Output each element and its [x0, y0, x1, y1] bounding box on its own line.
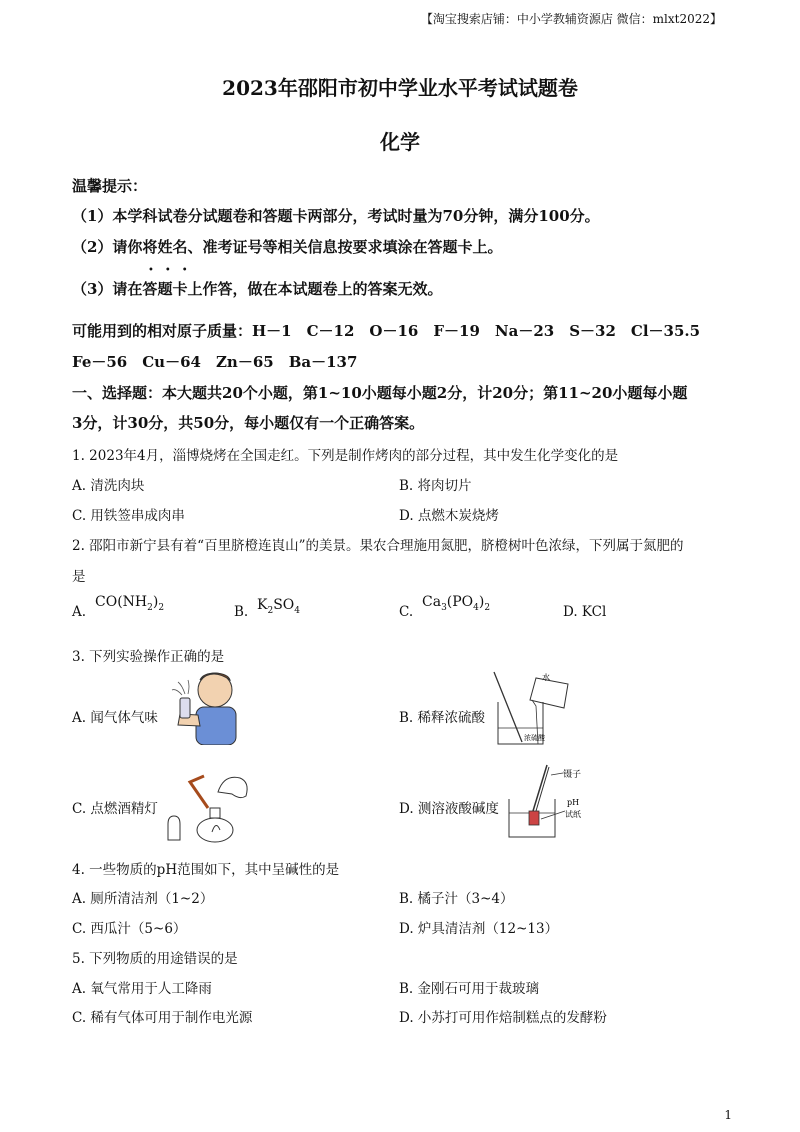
subject-title: 化学: [380, 130, 420, 154]
acid-label: 浓硫酸: [524, 734, 545, 742]
notice-item-1: （1）本学科试卷分试题卷和答题卡两部分，考试时量为70分钟，满分100分。: [72, 207, 600, 225]
q4-option-c: C. 西瓜汁（5~6）: [72, 921, 187, 937]
q4-stem: 4. 一些物质的pH范围如下，其中呈碱性的是: [72, 862, 340, 878]
q3-option-c: C. 点燃酒精灯: [72, 801, 158, 817]
q5-option-c: C. 稀有气体可用于制作电光源: [72, 1010, 253, 1026]
q3-stem: 3. 下列实验操作正确的是: [72, 649, 225, 665]
q2-stem-cont: 是: [72, 569, 86, 585]
section-1-heading-cont: 3分，计30分，共50分，每小题仅有一个正确答案。: [72, 414, 425, 432]
q5-option-a: A. 氧气常用于人工降雨: [72, 981, 212, 997]
atomic-masses-line-1: 可能用到的相对原子质量：H－1 C－12 O－16 F－19 Na－23 S－32 Cl－35.5: [72, 322, 701, 340]
exam-title: 2023年邵阳市初中学业水平考试试题卷: [222, 76, 578, 100]
paper-label: 试纸: [565, 810, 581, 819]
q2-option-b-label: B.: [234, 604, 249, 620]
q1-option-b: B. 将肉切片: [399, 478, 472, 494]
q3-option-b: B. 稀释浓硫酸: [399, 710, 486, 726]
q1-option-c: C. 用铁签串成肉串: [72, 508, 185, 524]
emphasis-dots: •••: [148, 265, 199, 276]
q2-option-c-formula: $Ca_3(PO_4)_2$: [422, 594, 491, 613]
section-1-heading: 一、选择题：本大题共20个小题，第1~10小题每小题2分，计20分；第11~20小题每小题: [72, 384, 688, 402]
q5-stem: 5. 下列物质的用途错误的是: [72, 951, 238, 967]
q5-option-b: B. 金刚石可用于裁玻璃: [399, 981, 540, 997]
water-label: 水: [542, 673, 550, 682]
lighting-lamp-illustration: [160, 772, 255, 844]
page-number: 1: [724, 1108, 732, 1122]
q3-option-a: A. 闻气体气味: [72, 710, 158, 726]
notice-item-3: （3）请在答题卡上作答，做在本试题卷上的答案无效。: [72, 280, 443, 298]
atomic-masses-line-2: Fe－56 Cu－64 Zn－65 Ba－137: [72, 353, 358, 371]
q4-option-b: B. 橘子汁（3~4）: [399, 891, 514, 907]
q2-option-a-label: A.: [72, 604, 87, 620]
notice-heading: 温馨提示：: [72, 177, 148, 195]
q3-option-d: D. 测溶液酸碱度: [399, 801, 499, 817]
page-header: 【淘宝搜索店铺：中小学教辅资源店 微信：mlxt2022】: [420, 12, 722, 26]
q2-option-a-formula: $CO(NH_2)_2$: [95, 594, 165, 613]
q1-option-d: D. 点燃木炭烧烤: [399, 508, 499, 524]
ph-test-illustration: [505, 763, 600, 841]
q2-option-c-label: C.: [399, 604, 414, 620]
q4-option-a: A. 厕所清洁剂（1~2）: [72, 891, 214, 907]
notice-item-2: （2）请你将姓名、准考证号等相关信息按要求填涂在答题卡上。: [72, 238, 503, 256]
ph-label: pH: [567, 798, 580, 807]
q2-option-d: D. KCl: [563, 604, 607, 620]
q1-stem: 1. 2023年4月，淄博烧烤在全国走红。下列是制作烤肉的部分过程，其中发生化学变化的是: [72, 448, 619, 464]
q4-option-d: D. 炉具清洁剂（12~13）: [399, 921, 559, 937]
smelling-gas-illustration: [168, 670, 238, 745]
diluting-acid-illustration: [488, 670, 583, 748]
q2-stem: 2. 邵阳市新宁县有着“百里脐橙连崀山”的美景。果农合理施用氮肥，脐橙树叶色浓绿，下列属于氮肥的: [72, 538, 684, 554]
q5-option-d: D. 小苏打可用作焙制糕点的发酵粉: [399, 1010, 607, 1026]
q1-option-a: A. 清洗肉块: [72, 478, 145, 494]
tweezers-label: 镊子: [563, 770, 582, 780]
q2-option-b-formula: $K_2SO_4$: [257, 597, 301, 616]
